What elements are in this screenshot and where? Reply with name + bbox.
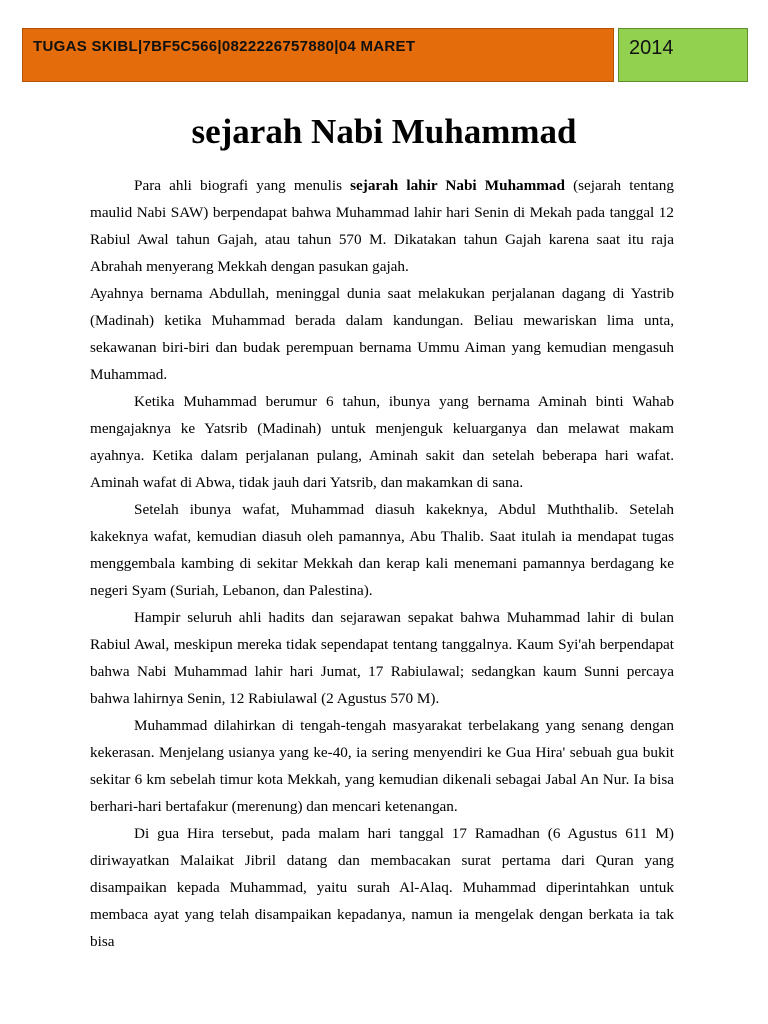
header-banner <box>22 28 748 82</box>
paragraph-1-intro: Para ahli biografi yang menulis <box>134 177 351 194</box>
paragraph-3: Ketika Muhammad berumur 6 tahun, ibunya yang bernama Aminah binti Wahab mengajaknya ke Yatsrib (Madinah) untuk menjenguk keluarganya dan melawat makam ayahnya. Ketika dalam perjalanan pulang, Aminah sakit dan setelah beberapa hari wafat. Aminah wafat di Abwa, tidak jauh dari Yatsrib, dan makamkan di sana. <box>90 393 674 491</box>
paragraph-1-bold-phrase: sejarah lahir Nabi Muhammad <box>350 177 565 194</box>
article-body <box>90 172 674 955</box>
paragraph-5: Hampir seluruh ahli hadits dan sejarawan sepakat bahwa Muhammad lahir di bulan Rabiul Awal, meskipun mereka tidak sependapat tentang tanggalnya. Kaum Syi'ah berpendapat bahwa Nabi Muhammad lahir hari Jumat, 17 Rabiulawal; sedangkan kaum Sunni percaya bahwa lahirnya Senin, 12 Rabiulawal (2 Agustus 570 M). <box>90 609 674 707</box>
page-title: sejarah Nabi Muhammad <box>191 112 577 151</box>
header-year: 2014 <box>618 28 748 82</box>
paragraph-4: Setelah ibunya wafat, Muhammad diasuh kakeknya, Abdul Muththalib. Setelah kakeknya wafat, kemudian diasuh oleh pamannya, Abu Thalib. Saat itulah ia mendapat tugas menggembala kambing di sekitar Mekkah dan kerap kali menemani pamannya berdagang ke negeri Syam (Suriah, Lebanon, dan Palestina). <box>90 501 674 599</box>
paragraph-2: Ayahnya bernama Abdullah, meninggal dunia saat melakukan perjalanan dagang di Yastrib (Madinah) ketika Muhammad berada dalam kandungan. Beliau mewariskan lima unta, sekawanan biri-biri dan budak perempuan bernama Ummu Aiman yang kemudian mengasuh Muhammad. <box>90 285 674 383</box>
paragraph-7: Di gua Hira tersebut, pada malam hari tanggal 17 Ramadhan (6 Agustus 611 M) diriwayatkan Malaikat Jibril datang dan membacakan surat pertama dari Quran yang disampaikan kepada Muhammad, yaitu surah Al-Alaq. Muhammad diperintahkan untuk membaca ayat yang telah disampaikan kepadanya, namun ia mengelak dengan berkata ia tak bisa <box>90 825 674 950</box>
paragraph-1-rest: (sejarah tentang maulid Nabi SAW) berpendapat bahwa Muhammad lahir hari Senin di Mekah pada tanggal 12 Rabiul Awal tahun Gajah, atau tahun 570 M. Dikatakan tahun Gajah karena saat itu raja Abrahah menyerang Mekkah dengan pasukan gajah. <box>90 177 674 275</box>
paragraph-1 <box>90 172 674 280</box>
paragraph-6: Muhammad dilahirkan di tengah-tengah masyarakat terbelakang yang senang dengan kekerasan. Menjelang usianya yang ke-40, ia sering menyendiri ke Gua Hira' sebuah gua bukit sekitar 6 km sebelah timur kota Mekkah, yang kemudian dikenali sebagai Jabal An Nur. Ia bisa berhari-hari bertafakur (merenung) dan mencari ketenangan. <box>90 717 674 815</box>
header-course-info: TUGAS SKIBL|7BF5C566|0822226757880|04 MARET <box>22 28 614 82</box>
